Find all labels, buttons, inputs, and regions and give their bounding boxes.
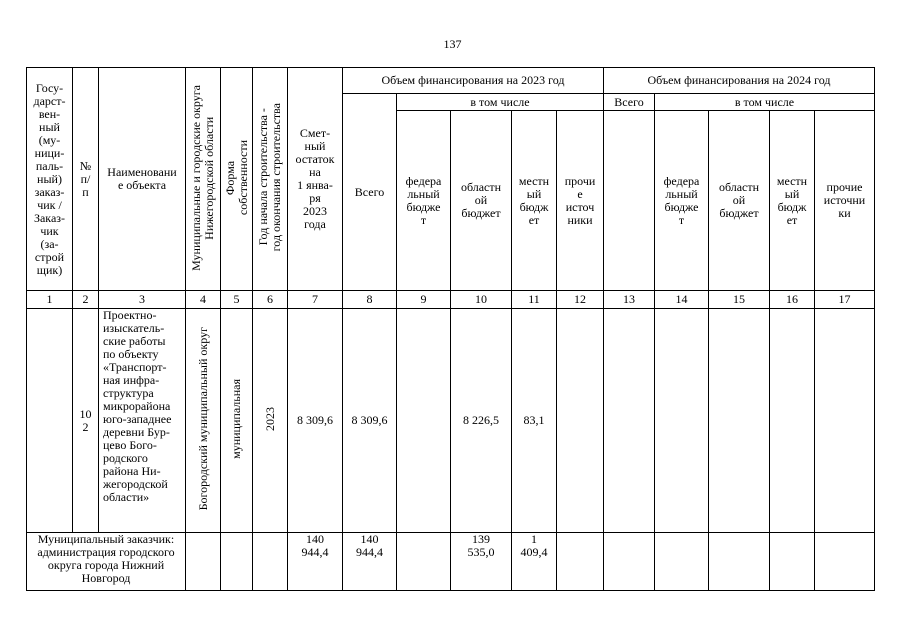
summary-empty [186, 533, 221, 591]
column-number: 9 [397, 291, 451, 309]
ownership-cell [221, 309, 253, 533]
column-number: 15 [709, 291, 770, 309]
header-district-cell [186, 68, 221, 291]
header-total-2024: Всего [604, 94, 655, 111]
federal-2024-value [655, 309, 709, 533]
summary-regional-2023: 139 535,0 [451, 533, 512, 591]
header-customer: Госу- дарст- вен- ный (му- ници- паль- ный) заказ- чик / Заказ- чик (за- строй щик) [27, 68, 73, 291]
header-row-1 [27, 68, 875, 94]
summary-local-2023: 1 409,4 [512, 533, 557, 591]
summary-empty [655, 533, 709, 591]
header-local-2024: местн ый бюдж ет [770, 111, 815, 291]
column-number: 12 [557, 291, 604, 309]
customer-cell [27, 309, 73, 533]
column-number: 7 [288, 291, 343, 309]
column-number: 17 [815, 291, 875, 309]
table-row [27, 309, 875, 533]
regional-2024-value [709, 309, 770, 533]
column-number: 11 [512, 291, 557, 309]
summary-empty [770, 533, 815, 591]
summary-empty [253, 533, 288, 591]
header-federal-2024: федера льный бюдже т [655, 111, 709, 291]
column-number: 6 [253, 291, 288, 309]
header-district: Муниципальные и городские округа Нижегородской области [189, 84, 216, 271]
header-other-2024: прочие источни ки [815, 111, 875, 291]
total-2023-value: 8 309,6 [343, 309, 397, 533]
summary-row [27, 533, 875, 591]
total-2024-value [604, 309, 655, 533]
header-regional-2024: областн ой бюджет [709, 111, 770, 291]
summary-empty [604, 533, 655, 591]
object-name: Проектно- изыскатель- ские работы по объекту «Транспорт- ная инфра- структура микрорайона юго-западнее деревни Бур- цево Бого- родского района Ни- жегородской области» [99, 309, 186, 533]
summary-empty [557, 533, 604, 591]
row-number: 10 2 [73, 309, 99, 533]
summary-remaining: 140 944,4 [288, 533, 343, 591]
federal-2023-value [397, 309, 451, 533]
header-years-cell [253, 68, 288, 291]
other-2024-value [815, 309, 875, 533]
header-including-2024: в том числе [655, 94, 875, 111]
header-years: Год начала строительства - год окончания строительства [256, 103, 283, 252]
page-number: 137 [443, 37, 462, 51]
summary-empty [709, 533, 770, 591]
financing-table [26, 67, 875, 591]
header-total-2023: Всего [343, 94, 397, 291]
column-number: 2 [73, 291, 99, 309]
header-remaining: Смет- ный остаток на 1 янва- ря 2023 года [288, 68, 343, 291]
header-ownership-cell [221, 68, 253, 291]
column-number: 3 [99, 291, 186, 309]
header-other-2023: прочи е источ ники [557, 111, 604, 291]
column-number: 16 [770, 291, 815, 309]
summary-total-2023: 140 944,4 [343, 533, 397, 591]
year-cell [253, 309, 288, 533]
header-total-2024-empty [604, 111, 655, 291]
column-number: 13 [604, 291, 655, 309]
header-local-2023: местн ый бюдж ет [512, 111, 557, 291]
header-object-name: Наименовани е объекта [99, 68, 186, 291]
column-number: 10 [451, 291, 512, 309]
regional-2023-value: 8 226,5 [451, 309, 512, 533]
column-number: 14 [655, 291, 709, 309]
header-financing-2024: Объем финансирования на 2024 год [604, 68, 875, 94]
column-number-row [27, 291, 875, 309]
construction-year: 2023 [262, 407, 277, 431]
column-number: 1 [27, 291, 73, 309]
column-number: 5 [221, 291, 253, 309]
header-federal-2023: федера льный бюдже т [397, 111, 451, 291]
local-2024-value [770, 309, 815, 533]
summary-empty [221, 533, 253, 591]
header-ownership: Форма собственности [222, 139, 250, 216]
summary-empty [815, 533, 875, 591]
column-number: 4 [186, 291, 221, 309]
header-regional-2023: областн ой бюджет [451, 111, 512, 291]
summary-empty [397, 533, 451, 591]
column-number: 8 [343, 291, 397, 309]
ownership-form: муниципальная [229, 379, 243, 459]
district-cell [186, 309, 221, 533]
local-2023-value: 83,1 [512, 309, 557, 533]
header-including-2023: в том числе [397, 94, 604, 111]
header-number: № п/ п [73, 68, 99, 291]
district-name: Богородский муниципальный округ [195, 327, 210, 511]
header-financing-2023: Объем финансирования на 2023 год [343, 68, 604, 94]
remaining-value: 8 309,6 [288, 309, 343, 533]
summary-label: Муниципальный заказчик: администрация городского округа города Нижний Новгород [27, 533, 186, 591]
other-2023-value [557, 309, 604, 533]
